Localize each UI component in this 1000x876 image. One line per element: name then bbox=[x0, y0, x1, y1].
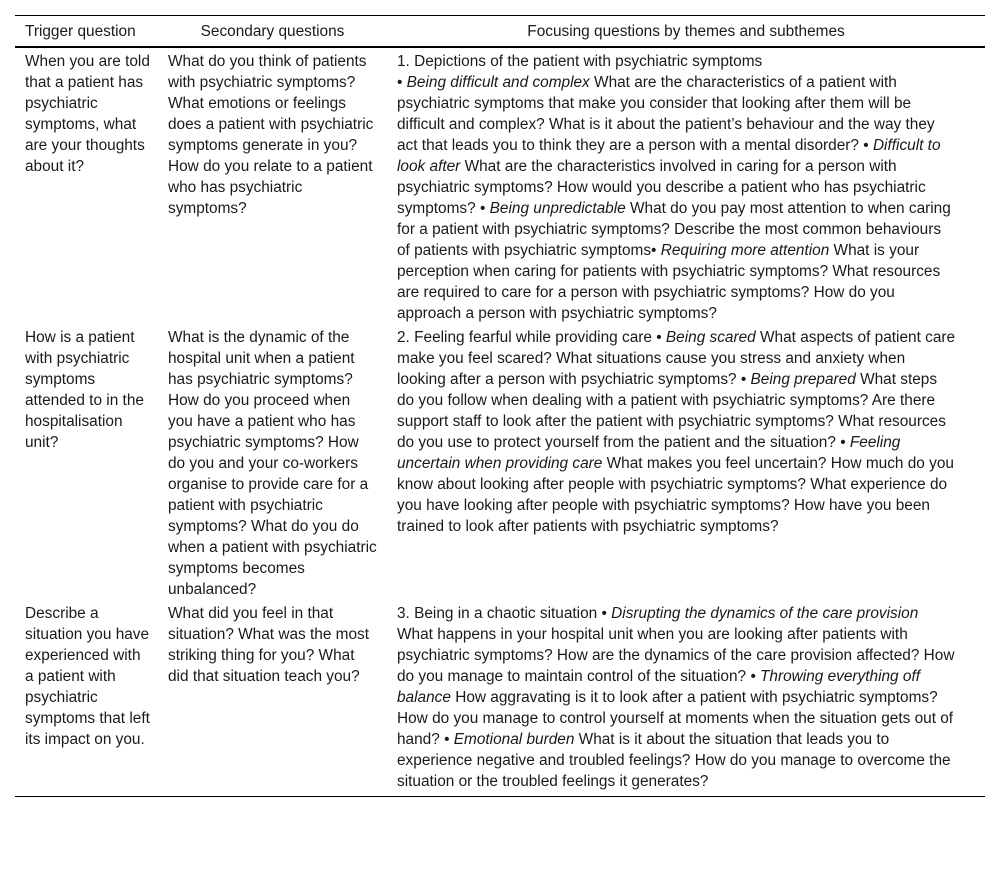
table-row bbox=[15, 324, 985, 600]
focusing-questions-cell bbox=[387, 600, 985, 797]
subtheme-questions: What do you pay most attention to when caring for a patient with psychiatric symptoms? Describe the most common behaviours of patients with psychiatric symptoms bbox=[397, 200, 951, 259]
focusing-questions-cell bbox=[387, 324, 985, 600]
trigger-question-cell: Describe a situation you have experienced with a patient with psychiatric symptoms that left its impact on you. bbox=[25, 605, 150, 748]
subtheme-questions: What aspects of patient care make you feel scared? What situations cause you stress and anxiety when looking after a person with psychiatric symptoms? bbox=[397, 329, 956, 388]
subtheme-label: Being scared bbox=[665, 329, 756, 346]
subtheme-questions: What makes you feel uncertain? How much do you know about looking after people with psychiatric symptoms? What experience do you have looking after people with psychiatric symptoms? How have you been trained to look after patients with psychiatric symptoms? bbox=[397, 455, 954, 535]
subtheme-bullet: • bbox=[656, 329, 666, 346]
header-row bbox=[15, 16, 985, 48]
subtheme-questions: What is your perception when caring for patients with psychiatric symptoms? What resources are required to care for a person with psychiatric symptoms? How do you approach a person with psychiatric symptoms? bbox=[397, 242, 941, 322]
table-row bbox=[15, 47, 985, 324]
theme-title: 1. Depictions of the patient with psychiatric symptoms bbox=[397, 53, 763, 70]
subtheme-bullet: • bbox=[601, 605, 612, 622]
subtheme-questions: What steps do you follow when dealing with a patient with psychiatric symptoms? Are there support staff to look after the patient with psychiatric symptoms? What resources do you use to protect yourself from the patient and the situation? bbox=[397, 371, 946, 451]
subtheme-label: Requiring more attention bbox=[660, 242, 830, 259]
trigger-question-cell: How is a patient with psychiatric symptoms attended to in the hospitalisation unit? bbox=[25, 329, 144, 451]
subtheme-bullet: • bbox=[651, 242, 661, 259]
trigger-question-cell: When you are told that a patient has psychiatric symptoms, what are your thoughts about it? bbox=[25, 53, 150, 175]
theme-title: 2. Feeling fearful while providing care bbox=[397, 329, 657, 346]
table-body bbox=[15, 47, 985, 797]
subtheme-label: Feeling uncertain when providing care bbox=[397, 434, 901, 472]
header-trigger-question: Trigger question bbox=[25, 23, 136, 40]
interview-guide-table-container bbox=[15, 15, 985, 797]
subtheme-label: Being prepared bbox=[750, 371, 856, 388]
focusing-questions-cell bbox=[387, 47, 985, 324]
subtheme-bullet: • bbox=[750, 668, 761, 685]
table-row bbox=[15, 600, 985, 797]
subtheme-label: Being difficult and complex bbox=[406, 74, 590, 91]
subtheme-bullet: • bbox=[479, 200, 490, 217]
subtheme-bullet: • bbox=[397, 74, 407, 91]
header-focusing-questions: Focusing questions by themes and subthemes bbox=[527, 23, 845, 40]
subtheme-label: Being unpredictable bbox=[489, 200, 626, 217]
subtheme-questions: What happens in your hospital unit when you are looking after patients with psychiatric symptoms? How are the dynamics of the care provision affected? How do you manage to maintain control of the situation? bbox=[397, 626, 955, 685]
subtheme-label: Difficult to look after bbox=[397, 137, 941, 175]
header-secondary-questions: Secondary questions bbox=[200, 23, 345, 40]
theme-title: 3. Being in a chaotic situation bbox=[397, 605, 602, 622]
subtheme-label: Emotional burden bbox=[453, 731, 575, 748]
table-header bbox=[15, 16, 985, 48]
subtheme-questions: How aggravating is it to look after a patient with psychiatric symptoms? How do you manage to control yourself at moments when the situation gets out of hand? bbox=[397, 689, 954, 748]
subtheme-questions: What are the characteristics involved in caring for a person with psychiatric symptoms? How would you describe a patient who has psychiatric symptoms? bbox=[397, 158, 926, 217]
secondary-questions-cell: What do you think of patients with psychiatric symptoms? What emotions or feelings does a patient with psychiatric symptoms generate in you? How do you relate to a patient who has psychiatric symptoms? bbox=[168, 53, 374, 217]
interview-guide-table bbox=[15, 15, 985, 797]
subtheme-bullet: • bbox=[444, 731, 454, 748]
subtheme-bullet: • bbox=[740, 371, 751, 388]
subtheme-questions: What are the characteristics of a patient with psychiatric symptoms that make you consider that looking after them will be difficult and complex? What is it about the patient’s behaviour and the way they act that leads you to think they are a person with a mental disorder? bbox=[397, 74, 935, 154]
secondary-questions-cell: What is the dynamic of the hospital unit when a patient has psychiatric symptoms? How do you proceed when you have a patient who has psychiatric symptoms? How do you and your co-workers organise to provide care for a patient with psychiatric symptoms? What do you do when a patient with psychiatric symptoms becomes unbalanced? bbox=[168, 329, 377, 598]
subtheme-label: Throwing everything off balance bbox=[397, 668, 921, 706]
subtheme-label: Disrupting the dynamics of the care provision bbox=[611, 605, 919, 622]
subtheme-bullet: • bbox=[863, 137, 873, 154]
subtheme-bullet: • bbox=[840, 434, 850, 451]
secondary-questions-cell: What did you feel in that situation? What was the most striking thing for you? What did that situation teach you? bbox=[168, 605, 370, 685]
subtheme-questions: What is it about the situation that leads you to experience negative and troubled feelings? How do you manage to overcome the situation or the troubled feelings it generates? bbox=[397, 731, 951, 790]
